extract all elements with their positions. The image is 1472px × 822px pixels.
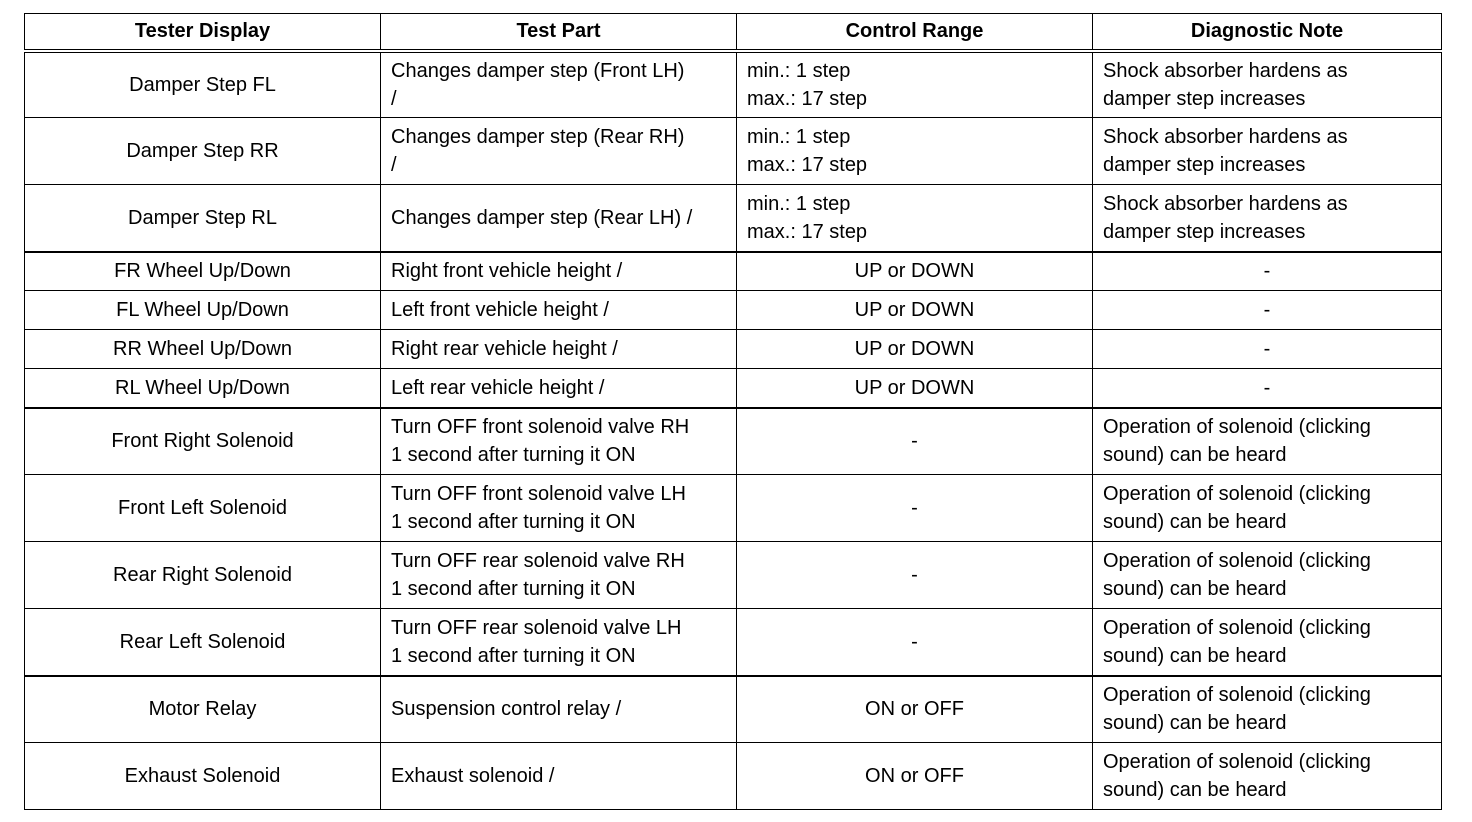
- cell-line: /: [391, 154, 397, 176]
- table-row: [25, 252, 1442, 291]
- header-control-range: Control Range: [737, 14, 1093, 51]
- cell-diagnostic-note: [1093, 291, 1442, 330]
- cell-test-part: [381, 475, 737, 542]
- cell-tester-display: Motor Relay: [25, 676, 381, 743]
- cell-line: Exhaust solenoid /: [391, 765, 555, 787]
- table-header-row: [25, 14, 1442, 51]
- table-row: [25, 330, 1442, 369]
- cell-line: damper step increases: [1103, 154, 1306, 176]
- cell-line: sound) can be heard: [1103, 644, 1287, 667]
- cell-test-part: [381, 185, 737, 252]
- cell-line: UP or DOWN: [854, 299, 975, 321]
- cell-tester-display: RR Wheel Up/Down: [25, 330, 381, 369]
- cell-diagnostic-note: [1093, 185, 1442, 252]
- cell-tester-display: FL Wheel Up/Down: [25, 291, 381, 330]
- cell-control-range: [737, 676, 1093, 743]
- cell-test-part: [381, 51, 737, 118]
- cell-diagnostic-note: [1093, 408, 1442, 475]
- cell-test-part: [381, 542, 737, 609]
- cell-line: ON or OFF: [865, 698, 964, 721]
- cell-tester-display: Front Right Solenoid: [25, 408, 381, 475]
- header-diagnostic-note: Diagnostic Note: [1093, 14, 1442, 51]
- cell-diagnostic-note: [1093, 609, 1442, 676]
- cell-line: min.: 1 step: [747, 126, 851, 148]
- table-row: [25, 743, 1442, 810]
- cell-tester-display: FR Wheel Up/Down: [25, 252, 381, 291]
- cell-test-part: [381, 330, 737, 369]
- cell-test-part: [381, 609, 737, 676]
- table-row: [25, 291, 1442, 330]
- table-row: [25, 51, 1442, 118]
- cell-control-range: [737, 330, 1093, 369]
- cell-tester-display: Front Left Solenoid: [25, 475, 381, 542]
- cell-line: -: [1263, 260, 1271, 283]
- cell-control-range: [737, 118, 1093, 185]
- cell-line: Right front vehicle height /: [391, 260, 623, 283]
- active-test-table: [24, 13, 1442, 810]
- table-body: [25, 51, 1442, 810]
- cell-test-part: [381, 291, 737, 330]
- cell-line: damper step increases: [1103, 87, 1306, 110]
- cell-diagnostic-note: [1093, 542, 1442, 609]
- cell-line: Shock absorber hardens as: [1103, 59, 1348, 82]
- cell-line: Turn OFF rear solenoid valve RH: [391, 550, 685, 572]
- cell-line: sound) can be heard: [1103, 444, 1287, 467]
- cell-control-range: [737, 542, 1093, 609]
- cell-test-part: [381, 408, 737, 475]
- cell-test-part: [381, 743, 737, 810]
- cell-line: Operation of solenoid (clicking: [1103, 550, 1371, 572]
- cell-tester-display: Rear Left Solenoid: [25, 609, 381, 676]
- cell-control-range: [737, 609, 1093, 676]
- cell-test-part: [381, 369, 737, 408]
- cell-line: sound) can be heard: [1103, 578, 1287, 600]
- cell-control-range: [737, 475, 1093, 542]
- cell-line: max.: 17 step: [747, 154, 868, 176]
- cell-line: Turn OFF front solenoid valve LH: [391, 483, 686, 505]
- cell-tester-display: Damper Step RL: [25, 185, 381, 252]
- table-row: [25, 542, 1442, 609]
- cell-line: Operation of solenoid (clicking: [1103, 616, 1371, 639]
- cell-line: -: [1263, 338, 1271, 360]
- header-tester-display: Tester Display: [25, 14, 381, 51]
- cell-line: Shock absorber hardens as: [1103, 126, 1348, 148]
- cell-diagnostic-note: [1093, 252, 1442, 291]
- table-row: [25, 475, 1442, 542]
- cell-line: Operation of solenoid (clicking: [1103, 684, 1371, 707]
- cell-line: sound) can be heard: [1103, 511, 1287, 533]
- table-row: [25, 408, 1442, 475]
- cell-line: ON or OFF: [865, 765, 964, 787]
- cell-line: 1 second after turning it ON: [391, 511, 636, 533]
- cell-test-part: [381, 118, 737, 185]
- cell-tester-display: Rear Right Solenoid: [25, 542, 381, 609]
- cell-control-range: [737, 185, 1093, 252]
- cell-tester-display: Damper Step FL: [25, 51, 381, 118]
- cell-diagnostic-note: [1093, 369, 1442, 408]
- cell-line: UP or DOWN: [854, 260, 975, 283]
- cell-line: min.: 1 step: [747, 192, 851, 215]
- cell-line: Suspension control relay /: [391, 698, 622, 721]
- table-row: [25, 185, 1442, 252]
- cell-control-range: [737, 743, 1093, 810]
- cell-control-range: [737, 51, 1093, 118]
- cell-line: Operation of solenoid (clicking: [1103, 483, 1371, 505]
- table-row: [25, 118, 1442, 185]
- cell-control-range: [737, 291, 1093, 330]
- cell-diagnostic-note: [1093, 676, 1442, 743]
- cell-line: Turn OFF front solenoid valve RH: [391, 416, 690, 439]
- header-test-part: Test Part: [381, 14, 737, 51]
- cell-line: sound) can be heard: [1103, 779, 1287, 801]
- cell-line: max.: 17 step: [747, 87, 868, 110]
- cell-line: min.: 1 step: [747, 59, 851, 82]
- cell-line: Operation of solenoid (clicking: [1103, 751, 1371, 773]
- cell-line: Shock absorber hardens as: [1103, 192, 1348, 215]
- cell-line: Operation of solenoid (clicking: [1103, 416, 1371, 439]
- cell-tester-display: Damper Step RR: [25, 118, 381, 185]
- cell-control-range: [737, 408, 1093, 475]
- cell-test-part: [381, 676, 737, 743]
- cell-line: 1 second after turning it ON: [391, 578, 636, 600]
- cell-line: max.: 17 step: [747, 220, 868, 243]
- cell-line: -: [911, 430, 918, 453]
- cell-line: Left rear vehicle height /: [391, 376, 605, 399]
- cell-line: -: [911, 497, 918, 519]
- cell-diagnostic-note: [1093, 743, 1442, 810]
- cell-diagnostic-note: [1093, 475, 1442, 542]
- cell-line: /: [391, 87, 397, 110]
- cell-line: Turn OFF rear solenoid valve LH: [391, 616, 682, 639]
- cell-line: -: [1263, 299, 1271, 321]
- cell-line: -: [1263, 376, 1271, 399]
- cell-line: Left front vehicle height /: [391, 299, 609, 321]
- cell-line: Changes damper step (Front LH): [391, 59, 685, 82]
- cell-diagnostic-note: [1093, 51, 1442, 118]
- cell-tester-display: Exhaust Solenoid: [25, 743, 381, 810]
- table-row: [25, 676, 1442, 743]
- cell-line: -: [911, 564, 918, 586]
- cell-line: UP or DOWN: [854, 338, 975, 360]
- cell-test-part: [381, 252, 737, 291]
- cell-line: -: [911, 630, 918, 653]
- cell-tester-display: RL Wheel Up/Down: [25, 369, 381, 408]
- cell-control-range: [737, 369, 1093, 408]
- cell-line: 1 second after turning it ON: [391, 644, 636, 667]
- cell-line: sound) can be heard: [1103, 712, 1287, 735]
- cell-line: UP or DOWN: [854, 376, 975, 399]
- cell-line: Changes damper step (Rear RH): [391, 126, 685, 148]
- cell-control-range: [737, 252, 1093, 291]
- cell-diagnostic-note: [1093, 330, 1442, 369]
- cell-line: 1 second after turning it ON: [391, 444, 636, 467]
- table-row: [25, 369, 1442, 408]
- cell-diagnostic-note: [1093, 118, 1442, 185]
- cell-line: Changes damper step (Rear LH) /: [391, 206, 693, 229]
- cell-line: Right rear vehicle height /: [391, 338, 618, 360]
- table-row: [25, 609, 1442, 676]
- cell-line: damper step increases: [1103, 220, 1306, 243]
- active-test-table-container: [24, 13, 1441, 810]
